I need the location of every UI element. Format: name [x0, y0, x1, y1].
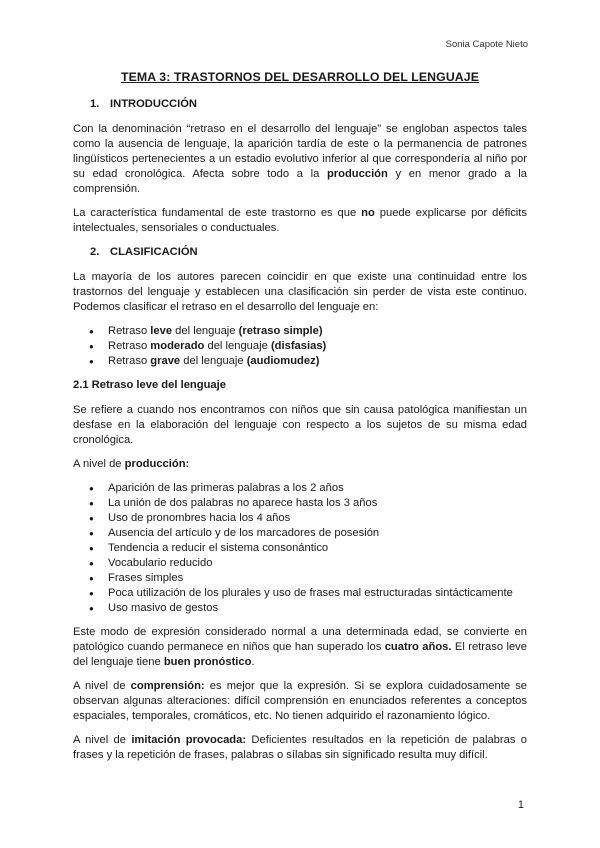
- list-item: ● La unión de dos palabras no aparece hasta los 3 años: [73, 496, 527, 511]
- subsection-heading-retraso-leve: 2.1 Retraso leve del lenguaje: [73, 379, 226, 391]
- section-title: CLASIFICACIÓN: [110, 246, 198, 258]
- text: A nivel de: [73, 458, 125, 470]
- text: .: [251, 656, 255, 668]
- section-heading-introduccion: [90, 97, 527, 112]
- list-item: ● Poca utilización de los plurales y uso de frases mal estructuradas sintácticamente: [73, 586, 527, 601]
- bold-text: imitación provocada:: [131, 734, 247, 746]
- list-item: ● Uso masivo de gestos: [73, 601, 527, 616]
- text: del lenguaje: [180, 355, 247, 367]
- text: y en menor grado a la comprensión.: [73, 168, 527, 195]
- paragraph-nivel-imitacion: [73, 733, 527, 763]
- paragraph-modo-expresion: [73, 625, 527, 670]
- text: Retraso: [108, 325, 151, 337]
- section-number: 1.: [90, 98, 100, 110]
- produccion-list: [73, 481, 527, 616]
- list-item: ● Ausencia del artículo y de los marcadores de posesión: [73, 526, 527, 541]
- classification-list: [73, 324, 527, 369]
- paragraph-intro-2: [73, 206, 527, 236]
- text: del lenguaje: [172, 325, 239, 337]
- list-item: [73, 324, 527, 339]
- bold-text: no: [361, 207, 375, 219]
- bold-text: producción: [326, 168, 388, 180]
- list-item: [73, 339, 527, 354]
- bold-text: (audiomudez): [246, 355, 320, 367]
- paragraph-intro-1: [73, 122, 527, 197]
- text: es mejor que la expresión. Si se explora cuidadosamente se observan algunas alteraciones: difícil comprensión en enunciados referentes a conceptos espaciales, temporales, cromáticos, etc. No tienen adquirido el razonamiento lógico.: [73, 680, 528, 722]
- text: Retraso: [108, 340, 151, 352]
- bold-text: (retraso simple): [238, 325, 323, 337]
- list-item: [73, 354, 527, 369]
- text: Con la denominación “retraso en el desarrollo del lenguaje” se engloban aspectos tales como la ausencia de lenguaje, la aparición tardía de este o la permanencia de patrones lingüísticos pertenecientes a un estadio evolutivo inferior al que correspondería al niño por su edad cronológica. Afecta sobre todo a la: [73, 123, 527, 180]
- bold-text: buen pronóstico: [163, 656, 252, 668]
- bold-text: cuatro años.: [384, 641, 452, 653]
- paragraph-nivel-comprension: [73, 679, 527, 724]
- bold-text: (disfasias): [270, 340, 327, 352]
- text: Este modo de expresión considerado normal a una determinada edad, se convierte en patológico cuando permanece en niños que han superado los: [73, 626, 527, 653]
- bold-text: comprensión:: [130, 680, 205, 692]
- text: El retraso leve del lenguaje tiene: [73, 641, 527, 668]
- text: puede explicarse por déficits intelectuales, sensoriales o conductuales.: [73, 207, 527, 234]
- text: La característica fundamental de este trastorno es que: [73, 207, 362, 219]
- bold-text: leve: [150, 325, 173, 337]
- list-item: ● Tendencia a reducir el sistema consonántico: [73, 541, 527, 556]
- list-item: ● Vocabulario reducido: [73, 556, 527, 571]
- page-number: 1: [517, 799, 524, 811]
- text: A nivel de: [73, 734, 132, 746]
- bold-text: producción:: [124, 458, 190, 470]
- section-title: INTRODUCCIÓN: [110, 98, 198, 110]
- author-name: Sonia Capote Nieto: [445, 39, 528, 50]
- paragraph-nivel-produccion: [73, 457, 527, 472]
- section-heading-clasificacion: [90, 245, 527, 260]
- paragraph-clasificacion: La mayoría de los autores parecen coincidir en que existe una continuidad entre los trastornos del lenguaje y establecen una clasificación sin perder de vista este continuo. Podemos clasificar el retraso en el desarrollo del lenguaje en:: [73, 271, 527, 313]
- bold-text: grave: [150, 355, 181, 367]
- list-item: ● Aparición de las primeras palabras a los 2 años: [73, 481, 527, 496]
- list-item: ● Uso de pronombres hacia los 4 años: [73, 511, 527, 526]
- document-title: TEMA 3: TRASTORNOS DEL DESARROLLO DEL LENGUAJE: [120, 70, 480, 84]
- text: del lenguaje: [204, 340, 271, 352]
- section-number: 2.: [90, 246, 100, 258]
- document-page: [73, 70, 527, 772]
- text: Deficientes resultados en la repetición de palabras o frases y la repetición de frases, palabras o sílabas sin significado resulta muy difícil.: [73, 734, 528, 761]
- text: Retraso: [108, 355, 151, 367]
- text: A nivel de: [73, 680, 131, 692]
- list-item: ● Frases simples: [73, 571, 527, 586]
- paragraph-retraso-leve: Se refiere a cuando nos encontramos con niños que sin causa patológica manifiestan un desfase en la elaboración del lenguaje con respecto a los sujetos de su misma edad cronológica.: [73, 404, 527, 446]
- bold-text: moderado: [150, 340, 205, 352]
